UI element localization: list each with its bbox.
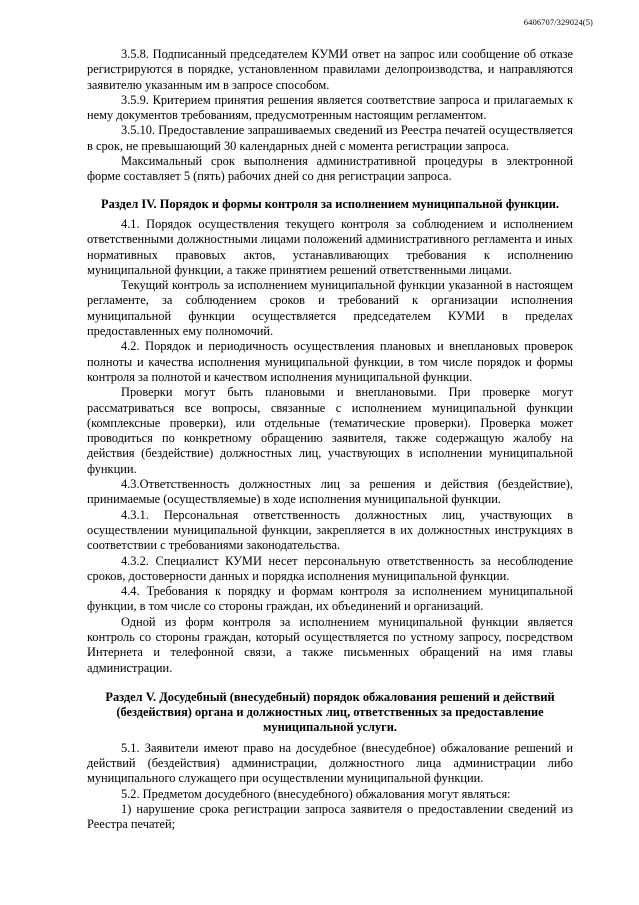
paragraph-current-control: Текущий контроль за исполнением муниципальной функции указанной в настоящем регламенте, за соблюдением сроков и требований к организации исполнения муниципальной функции осуществляется председателем КУМИ в пределах предоставленных ему полномочий. (87, 278, 573, 339)
paragraph-5-2-1: 1) нарушение срока регистрации запроса заявителя о предоставлении сведений из Реестра печатей; (87, 801, 573, 832)
paragraph-inspections: Проверки могут быть плановыми и внеплановыми. При проверке могут рассматриваться все вопросы, связанные с исполнением муниципальной функции (комплексные проверки), или отдельные (тематические проверки). Проверка может проводиться по конкретному обращению заявителя, также содержащую жалобу на действия (бездействие) должностных лиц, участвующих в исполнении муниципальной функции. (87, 385, 573, 476)
section-5-heading: Раздел V. Досудебный (внесудебный) порядок обжалования решений и действий (бездействия) органа и должностных лиц, ответственных за предоставление муниципальной услуги. (105, 689, 555, 735)
paragraph-5-2: 5.2. Предметом досудебного (внесудебного) обжалования могут являться: (121, 786, 511, 801)
paragraph-3-5-10: 3.5.10. Предоставление запрашиваемых сведений из Реестра печатей осуществляется в срок, не превышающий 30 календарных дней с момента регистрации запроса. (87, 123, 573, 153)
paragraph-4-2: 4.2. Порядок и периодичность осуществления плановых и внеплановых проверок полноты и качества исполнения муниципальной функции, в том числе порядок и формы контроля за полнотой и качеством исполнения муниципальной функции. (87, 339, 573, 384)
paragraph-4-3: 4.3.Ответственность должностных лиц за решения и действия (бездействие), принимаемые (осуществляемые) в ходе исполнения муниципальной функции. (87, 477, 573, 507)
paragraph-3-5-9: 3.5.9. Критерием принятия решения является соответствие запроса и прилагаемых к нему документов требованиям, предусмотренным настоящим регламентом. (87, 92, 573, 123)
paragraph-4-3-2: 4.3.2. Специалист КУМИ несет персональную ответственность за несоблюдение сроков, достоверности данных и порядка исполнения муниципальной функции. (87, 553, 573, 583)
paragraph-5-1: 5.1. Заявители имеют право на досудебное (внесудебное) обжалование решений и действий (бездействия) администрации, должностного лица администрации либо муниципального служащего при осуществлении муниципальной функции. (87, 740, 573, 786)
paragraph-3-5-8: 3.5.8. Подписанный председателем КУМИ ответ на запрос или сообщение об отказе регистрируются в порядке, установленном правилами делопроизводства, и направляются заявителю указанным им в запросе способом. (87, 47, 573, 92)
paragraph-citizen-control: Одной из форм контроля за исполнением муниципальной функции является контроль со стороны граждан, который осуществляется по устному запросу, посредством Интернета и телефонной связи, а также письменных обращений на имя главы администрации. (87, 614, 573, 675)
paragraph-4-3-1: 4.3.1. Персональная ответственность должностных лиц, участвующих в осуществлении муниципальной функции, закрепляется в их должностных инструкциях в соответствии с требованиями законодательства. (87, 507, 573, 553)
paragraph-4-4: 4.4. Требования к порядку и формам контроля за исполнением муниципальной функции, в том числе со стороны граждан, их объединений и организаций. (87, 584, 573, 614)
paragraph-4-1: 4.1. Порядок осуществления текущего контроля за соблюдением и исполнением ответственными должностными лицами положений административного регламента и иных нормативных правовых актов, устанавливающих требования к исполнению муниципальной функции, а также принятием решений ответственными лицами. (87, 216, 573, 277)
section-4-heading: Раздел IV. Порядок и формы контроля за исполнением муниципальной функции. (101, 196, 559, 211)
document-body (87, 47, 573, 833)
paragraph-max-term: Максимальный срок выполнения административной процедуры в электронной форме составляет 5 (пять) рабочих дней со дня регистрации запроса. (87, 154, 573, 184)
document-id: 6406707/329024(5) (523, 17, 593, 27)
